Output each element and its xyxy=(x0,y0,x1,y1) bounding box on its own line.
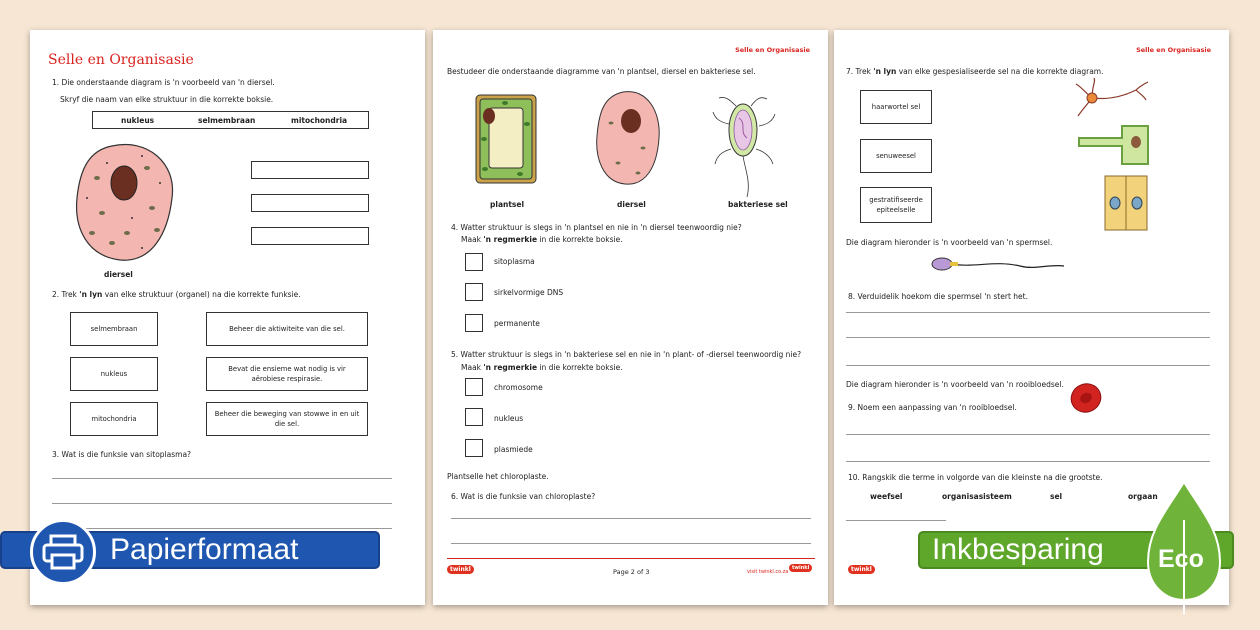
checkbox-sitoplasma[interactable] xyxy=(465,253,483,271)
structure-box[interactable]: nukleus xyxy=(70,357,158,391)
plant-cell-diagram xyxy=(475,94,537,184)
page-number: Page 2 of 3 xyxy=(613,568,650,576)
question-8: 8. Verduidelik hoekom die spermsel 'n stert het. xyxy=(848,292,1028,301)
printer-icon xyxy=(30,519,96,585)
rbc-intro: Die diagram hieronder is 'n voorbeeld van 'n rooibloedsel. xyxy=(846,380,1064,389)
option-label: sitoplasma xyxy=(494,257,535,266)
cell-label: diersel xyxy=(104,270,133,279)
twinkl-logo-small: twinkl xyxy=(789,564,812,572)
option-label: nukleus xyxy=(494,414,524,423)
answer-line[interactable] xyxy=(52,528,392,529)
cell-type-box[interactable]: senuweesel xyxy=(860,139,932,173)
answer-line[interactable] xyxy=(846,434,1210,435)
page-header: Selle en Organisasie xyxy=(735,46,810,54)
bacteria-cell-diagram xyxy=(711,94,776,199)
answer-line[interactable] xyxy=(846,365,1210,366)
answer-line[interactable] xyxy=(52,503,392,504)
cell-type-box[interactable]: gestratifiseerde epiteelselle xyxy=(860,187,932,223)
term: sel xyxy=(1050,492,1063,501)
answer-box[interactable] xyxy=(251,194,369,212)
nerve-cell-diagram xyxy=(1074,76,1150,126)
red-blood-cell-diagram xyxy=(1068,381,1104,415)
worksheet-page-1 xyxy=(30,30,425,605)
checkbox-sirkelvormige-dns[interactable] xyxy=(465,283,483,301)
page-header: Selle en Organisasie xyxy=(1136,46,1211,54)
term: weefsel xyxy=(870,492,903,501)
term: orgaan xyxy=(1128,492,1158,501)
structure-box[interactable]: mitochondria xyxy=(70,402,158,436)
footer-site: visit twinkl.co.za xyxy=(747,569,789,575)
cell-label: bakteriese sel xyxy=(728,200,788,209)
sperm-intro: Die diagram hieronder is 'n voorbeeld van 'n spermsel. xyxy=(846,238,1053,247)
answer-box[interactable] xyxy=(251,227,369,245)
word-bank-item: mitochondria xyxy=(291,116,348,125)
word-bank-item: selmembraan xyxy=(198,116,256,125)
twinkl-logo: twinkl xyxy=(447,565,474,574)
structure-box[interactable]: selmembraan xyxy=(70,312,158,346)
question-9: 9. Noem een aanpassing van 'n rooibloedsel. xyxy=(848,403,1017,412)
twinkl-logo: twinkl xyxy=(848,565,875,574)
option-label: sirkelvormige DNS xyxy=(494,288,564,297)
footer-divider xyxy=(447,558,815,559)
option-label: chromosome xyxy=(494,383,543,392)
question-5: 5. Watter struktuur is slegs in 'n bakteriese sel en nie in 'n plant- of -diersel teenwoordig nie? xyxy=(451,350,802,359)
question-4: 4. Watter struktuur is slegs in 'n plantsel en nie in 'n diersel teenwoordig nie? xyxy=(451,223,742,232)
checkbox-nukleus[interactable] xyxy=(465,408,483,426)
question-2: 2. Trek 'n lyn van elke struktuur (organel) na die korrekte funksie. xyxy=(52,290,301,299)
question-1: 1. Die onderstaande diagram is 'n voorbeeld van 'n diersel. xyxy=(52,78,275,87)
answer-line[interactable] xyxy=(846,312,1210,313)
sperm-cell-diagram xyxy=(930,254,1066,276)
question-3: 3. Wat is die funksie van sitoplasma? xyxy=(52,450,192,459)
function-box[interactable]: Beheer die beweging van stowwe in en uit die sel. xyxy=(206,402,368,436)
checkbox-plasmiede[interactable] xyxy=(465,439,483,457)
eco-label: Eco xyxy=(1158,545,1204,573)
answer-box[interactable] xyxy=(251,161,369,179)
question-5-instruction: Maak 'n regmerkie in die korrekte boksie. xyxy=(461,363,623,372)
function-box[interactable]: Beheer die aktiwiteite van die sel. xyxy=(206,312,368,346)
word-bank-item: nukleus xyxy=(121,116,155,125)
intro-text: Bestudeer die onderstaande diagramme van 'n plantsel, diersel en bakteriese sel. xyxy=(447,67,756,76)
checkbox-permanente[interactable] xyxy=(465,314,483,332)
option-label: permanente xyxy=(494,319,540,328)
answer-line[interactable] xyxy=(52,478,392,479)
cell-label: plantsel xyxy=(490,200,525,209)
function-box[interactable]: Bevat die ensieme wat nodig is vir aërobiese respirasie. xyxy=(206,357,368,391)
question-1-instruction: Skryf die naam van elke struktuur in die korrekte boksie. xyxy=(60,95,274,104)
root-hair-cell-diagram xyxy=(1076,122,1152,168)
paper-size-label: Papierformaat xyxy=(110,533,299,566)
term: organisasisteem xyxy=(942,492,1012,501)
animal-cell-diagram xyxy=(72,138,182,268)
answer-line[interactable] xyxy=(846,337,1210,338)
paper-size-badge[interactable] xyxy=(0,531,380,569)
answer-line[interactable] xyxy=(846,461,1210,462)
checkbox-chromosome[interactable] xyxy=(465,378,483,396)
page-title: Selle en Organisasie xyxy=(48,52,194,68)
question-10: 10. Rangskik die terme in volgorde van die kleinste na die grootste. xyxy=(848,473,1103,482)
animal-cell-diagram xyxy=(593,88,663,188)
cell-type-box[interactable]: haarwortel sel xyxy=(860,90,932,124)
question-6: 6. Wat is die funksie van chloroplaste? xyxy=(451,492,596,501)
answer-line[interactable] xyxy=(451,518,811,519)
cell-label: diersel xyxy=(617,200,646,209)
ink-saving-label: Inkbesparing xyxy=(932,533,1104,566)
word-bank xyxy=(92,111,369,129)
option-label: plasmiede xyxy=(494,445,533,454)
question-7: 7. Trek 'n lyn van elke gespesialiseerde sel na die korrekte diagram. xyxy=(846,67,1104,76)
statement-text: Plantselle het chloroplaste. xyxy=(447,472,549,481)
question-4-instruction: Maak 'n regmerkie in die korrekte boksie. xyxy=(461,235,623,244)
worksheet-page-2 xyxy=(433,30,828,605)
answer-line[interactable] xyxy=(846,520,946,521)
epithelial-cells-diagram xyxy=(1104,175,1148,231)
answer-line[interactable] xyxy=(451,543,811,544)
